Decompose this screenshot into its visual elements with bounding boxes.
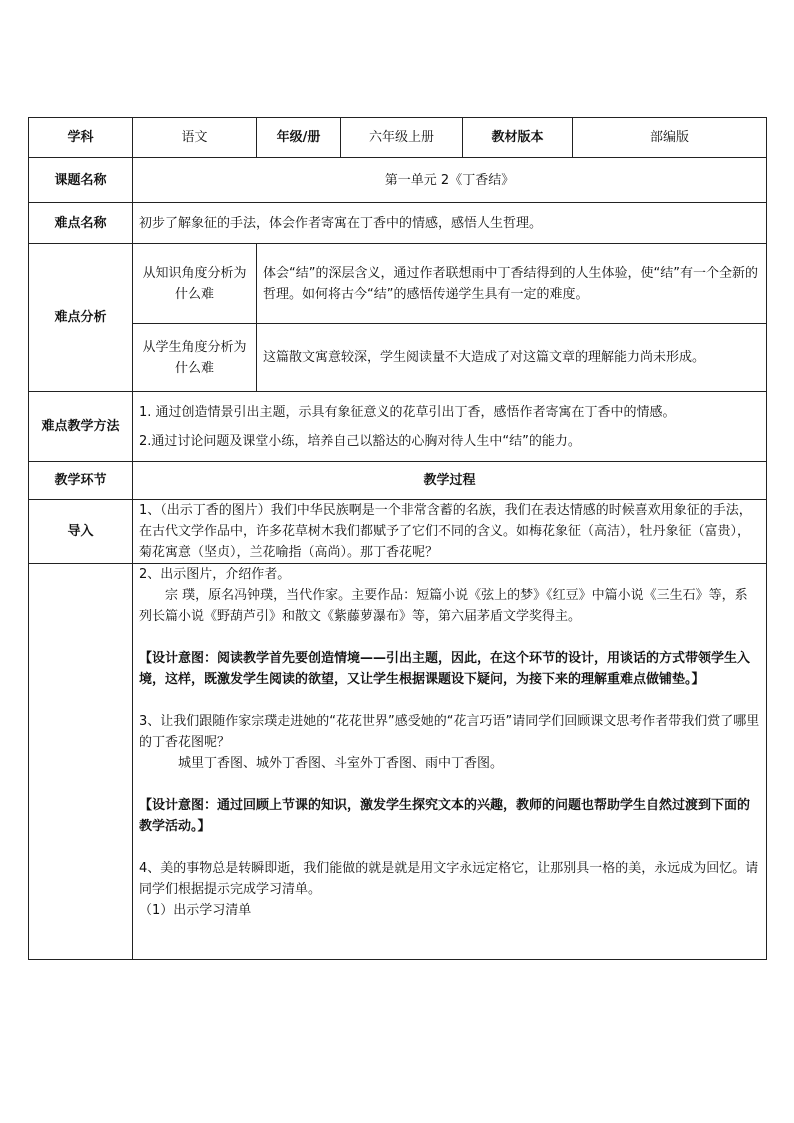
intro-row xyxy=(29,500,767,564)
method-item-2: 2.通过讨论问题及课堂小练，培养自己以豁达的心胸对待人生中“结”的能力。 xyxy=(139,433,581,449)
difficulty-name-value: 初步了解象征的手法，体会作者寄寓在丁香中的情感，感悟人生哲理。 xyxy=(133,203,767,244)
difficulty-analysis-label: 难点分析 xyxy=(29,244,133,392)
lesson-plan-page xyxy=(28,117,766,960)
intro-label: 导入 xyxy=(29,500,133,564)
grade-value: 六年级上册 xyxy=(341,118,463,158)
methods-row xyxy=(29,392,767,462)
intro-text: 1、（出示丁香的图片）我们中华民族啊是一个非常含蓄的名族，我们在表达情感的时候喜欢用象征的手法，在古代文学作品中，许多花草树木我们都赋予了它们不同的含义。如梅花象征（高洁），牡丹象征（富贵），菊花寓意（坚贞），兰花喻指（高尚）。那丁香花呢？ xyxy=(133,500,767,564)
process-label: 教学过程 xyxy=(133,462,767,500)
student-angle-label: 从学生角度分析为什么难 xyxy=(133,324,257,392)
process-header-row xyxy=(29,462,767,500)
process-stage-empty xyxy=(29,564,133,960)
lesson-title-value: 第一单元 2《丁香结》 xyxy=(133,158,767,203)
process-content-row xyxy=(29,564,767,960)
step3-body: 城里丁香图、城外丁香图、斗室外丁香图、雨中丁香图。 xyxy=(178,756,504,771)
process-content xyxy=(133,564,767,960)
lesson-title-row xyxy=(29,158,767,203)
stage-label: 教学环节 xyxy=(29,462,133,500)
edition-value: 部编版 xyxy=(573,118,767,158)
difficulty-name-label: 难点名称 xyxy=(29,203,133,244)
design-intent-2: 【设计意图：通过回顾上节课的知识，激发学生探究文本的兴趣，教师的问题也帮助学生自然过渡到下面的教学活动。】 xyxy=(139,798,751,834)
grade-label: 年级/册 xyxy=(257,118,341,158)
knowledge-angle-value: 体会“结”的深层含义，通过作者联想雨中丁香结得到的人生体验，使“结”有一个全新的哲理。如何将古今“结”的感悟传递学生具有一定的难度。 xyxy=(257,244,767,324)
difficulty-analysis-row-1 xyxy=(29,244,767,324)
subject-label: 学科 xyxy=(29,118,133,158)
method-item-1: 1. 通过创造情景引出主题，示具有象征意义的花草引出丁香，感悟作者寄寓在丁香中的情感。 xyxy=(139,404,676,420)
student-angle-value: 这篇散文寓意较深，学生阅读量不大造成了对这篇文章的理解能力尚未形成。 xyxy=(257,324,767,392)
methods-content xyxy=(133,392,767,462)
step2-title: 2、出示图片，介绍作者。 xyxy=(139,567,291,582)
lesson-plan-table xyxy=(28,117,767,960)
step3-title: 3、让我们跟随作家宗璞走进她的“花花世界”感受她的“花言巧语”请同学们回顾课文思考作者带我们赏了哪里的丁香花图呢？ xyxy=(139,714,760,750)
methods-label: 难点教学方法 xyxy=(29,392,133,462)
step4-sub: （1）出示学习清单 xyxy=(139,903,252,918)
step4-title: 4、美的事物总是转瞬即逝，我们能做的就是就是用文字永远定格它，让那别具一格的美，永远成为回忆。请同学们根据提示完成学习清单。 xyxy=(139,861,759,897)
step2-body: 宗 璞，原名冯钟璞，当代作家。主要作品：短篇小说《弦上的梦》《红豆》中篇小说《三生石》等，系列长篇小说《野葫芦引》和散文《紫藤萝瀑布》等，第六届茅盾文学奖得主。 xyxy=(139,588,748,624)
edition-label: 教材版本 xyxy=(463,118,573,158)
subject-value: 语文 xyxy=(133,118,257,158)
design-intent-1: 【设计意图：阅读教学首先要创造情境——引出主题，因此，在这个环节的设计，用谈话的方式带领学生入境，这样，既激发学生阅读的欲望，又让学生根据课题设下疑问，为接下来的理解重难点做铺垫。】 xyxy=(139,651,751,687)
difficulty-name-row xyxy=(29,203,767,244)
header-row xyxy=(29,118,767,158)
lesson-title-label: 课题名称 xyxy=(29,158,133,203)
difficulty-analysis-row-2 xyxy=(29,324,767,392)
knowledge-angle-label: 从知识角度分析为什么难 xyxy=(133,244,257,324)
